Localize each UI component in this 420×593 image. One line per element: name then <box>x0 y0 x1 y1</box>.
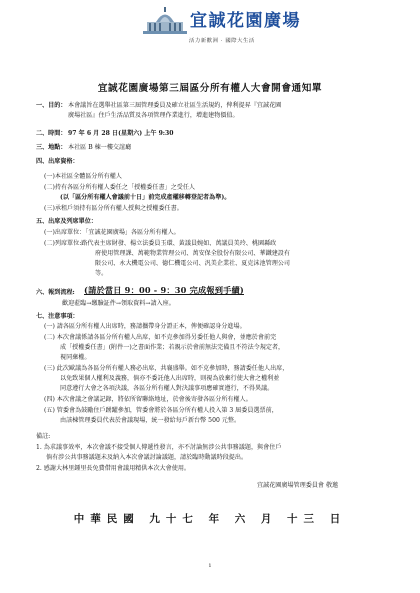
remark-1-line-2: 倘有涉公共事務議題未及納入本次會議討論議題，請於臨時動議時段提出。 <box>46 454 248 461</box>
notice-5-line-1: (五) 管委會為鼓勵住戶踴躍參加，管委會將於各區分所有權人投入第 3 屆委員選票前， <box>44 407 278 414</box>
section-1-line-1: 本會議旨在選舉社區第三屆管理委員及確立社區生活規約，俾利提昇『宜誠花園 <box>68 102 282 109</box>
section-1-line-2: 廣場社區』住戶生活品質及各項管理作業進行，增進建物價值。 <box>68 112 239 119</box>
brand-logo <box>143 6 301 44</box>
document-date: 中華民國 九十七 年 六 月 十三 日 <box>73 513 347 525</box>
section-6-label: 六、報到流程: <box>36 289 75 296</box>
notice-3-line-3: 同意遵行大會之各項決議，各區分所有權人對決議事項應確實遵行，不得異議。 <box>60 385 274 392</box>
remark-2: 2. 感謝大林里鍾里長免費借用會議用精供本次大會使用。 <box>36 465 191 472</box>
check-in-deadline: (請於當日 9：00 - 9：30 完成報到手續) <box>84 285 244 295</box>
brand-tagline: 活力新歡洲 · 國際大生活 <box>189 38 255 44</box>
section-5-item-2-line-1: (二)列席單位:路代表主席財發、楊立法委員玉環、黃議員婉如、萬議員美玲、桃園縣政 <box>44 240 277 247</box>
section-5-item-1: (一)出席單位：「宜誠花園廣場」各區分所有權人。 <box>44 229 180 236</box>
remark-1-line-1: 1. 為求議事效率，本次會議不接受個人傳遞性發言，亦不討論無涉公共事務議題，與會住戶 <box>36 444 282 451</box>
remarks-label: 備註: <box>36 433 51 440</box>
meeting-location: 本社區 B 棟一樓交誼廳 <box>68 144 132 151</box>
notice-3-line-1: (三) 此次歐議為各區分所有權人務必出席，共襄盛舉。如不克參加時，務請委任他人出席， <box>44 365 289 372</box>
notice-2-line-3: 視同棄權。 <box>60 354 91 361</box>
section-2-label: 二、時間： <box>36 130 67 137</box>
brand-name: 宜誠花園廣場 <box>190 10 301 31</box>
section-5-item-2-line-2: 府使用管理課、萬範物業管理公司、萬安保全股份有限公司、華鐵建設有 <box>95 250 290 257</box>
meeting-time: 97 年 6 月 28 日(星期六) 上午 9:30 <box>68 130 174 137</box>
section-4-item-1: (一)本社區全體區分所有權人 <box>44 173 122 180</box>
section-5-item-2-line-3: 限公司、永大機電公司、德仁機電公司、汎美企業社、夏克沫池管理公司 <box>95 260 290 267</box>
section-3-label: 三、地點： <box>36 144 67 151</box>
page-number: 1 <box>208 563 212 569</box>
section-5-item-2-line-4: 等。 <box>95 270 108 277</box>
notice-4: (四) 本次會議之會議記錄，將依所留聯絡地址，於會後寄發各區分所有權人。 <box>44 396 252 403</box>
notice-2-line-2: 成「授權委任書」(附件一)之書面作業；若親示於會前無法完備且不符法令規定者， <box>60 344 285 351</box>
notice-3-line-2: 以免致果個人權利及義務，倘亦不委託他人出席時，則視為放棄行使大會之權利並 <box>60 375 280 382</box>
section-4-item-2: (二)持有各區分所有權人委任之「授權委任書」之受任人 <box>44 184 196 191</box>
section-4-item-2-note: (以「區分所有權人會議前十日」前完成產權移轉登記者為準)。 <box>60 194 231 201</box>
section-4-label: 四、出席資格： <box>36 158 79 165</box>
section-5-label: 五、出席及列席單位： <box>36 218 97 225</box>
notice-1: (一) 請各區分所有權人出席時，務請攜帶身分證正本，俾便確認身分進場。 <box>44 323 246 330</box>
section-4-item-3: (三)承租戶須持有區分所有權人授與之授權委任書。 <box>44 205 183 212</box>
check-in-flow: 歡迎蒞臨→繳驗証件→領取資料→請入座。 <box>62 300 175 307</box>
notice-5-line-2: 由該棟管理委員代表於會議現場，統一發給每戶新台幣 500 元整。 <box>60 417 241 424</box>
page-title: 宜誠花園廣場第三屆區分所有權人大會開會通知單 <box>97 83 323 94</box>
section-1-label: 一、目的： <box>36 102 67 109</box>
signature: 宜誠花園廣場管理委員會 敬邀 <box>257 482 339 489</box>
notice-2-line-1: (二) 本次會議係請各區分所有權人出席，如不克參加得另委任他人與會，並應於會前完 <box>44 334 277 341</box>
palace-icon <box>143 6 187 36</box>
section-7-label: 七、注意事項： <box>36 313 79 320</box>
